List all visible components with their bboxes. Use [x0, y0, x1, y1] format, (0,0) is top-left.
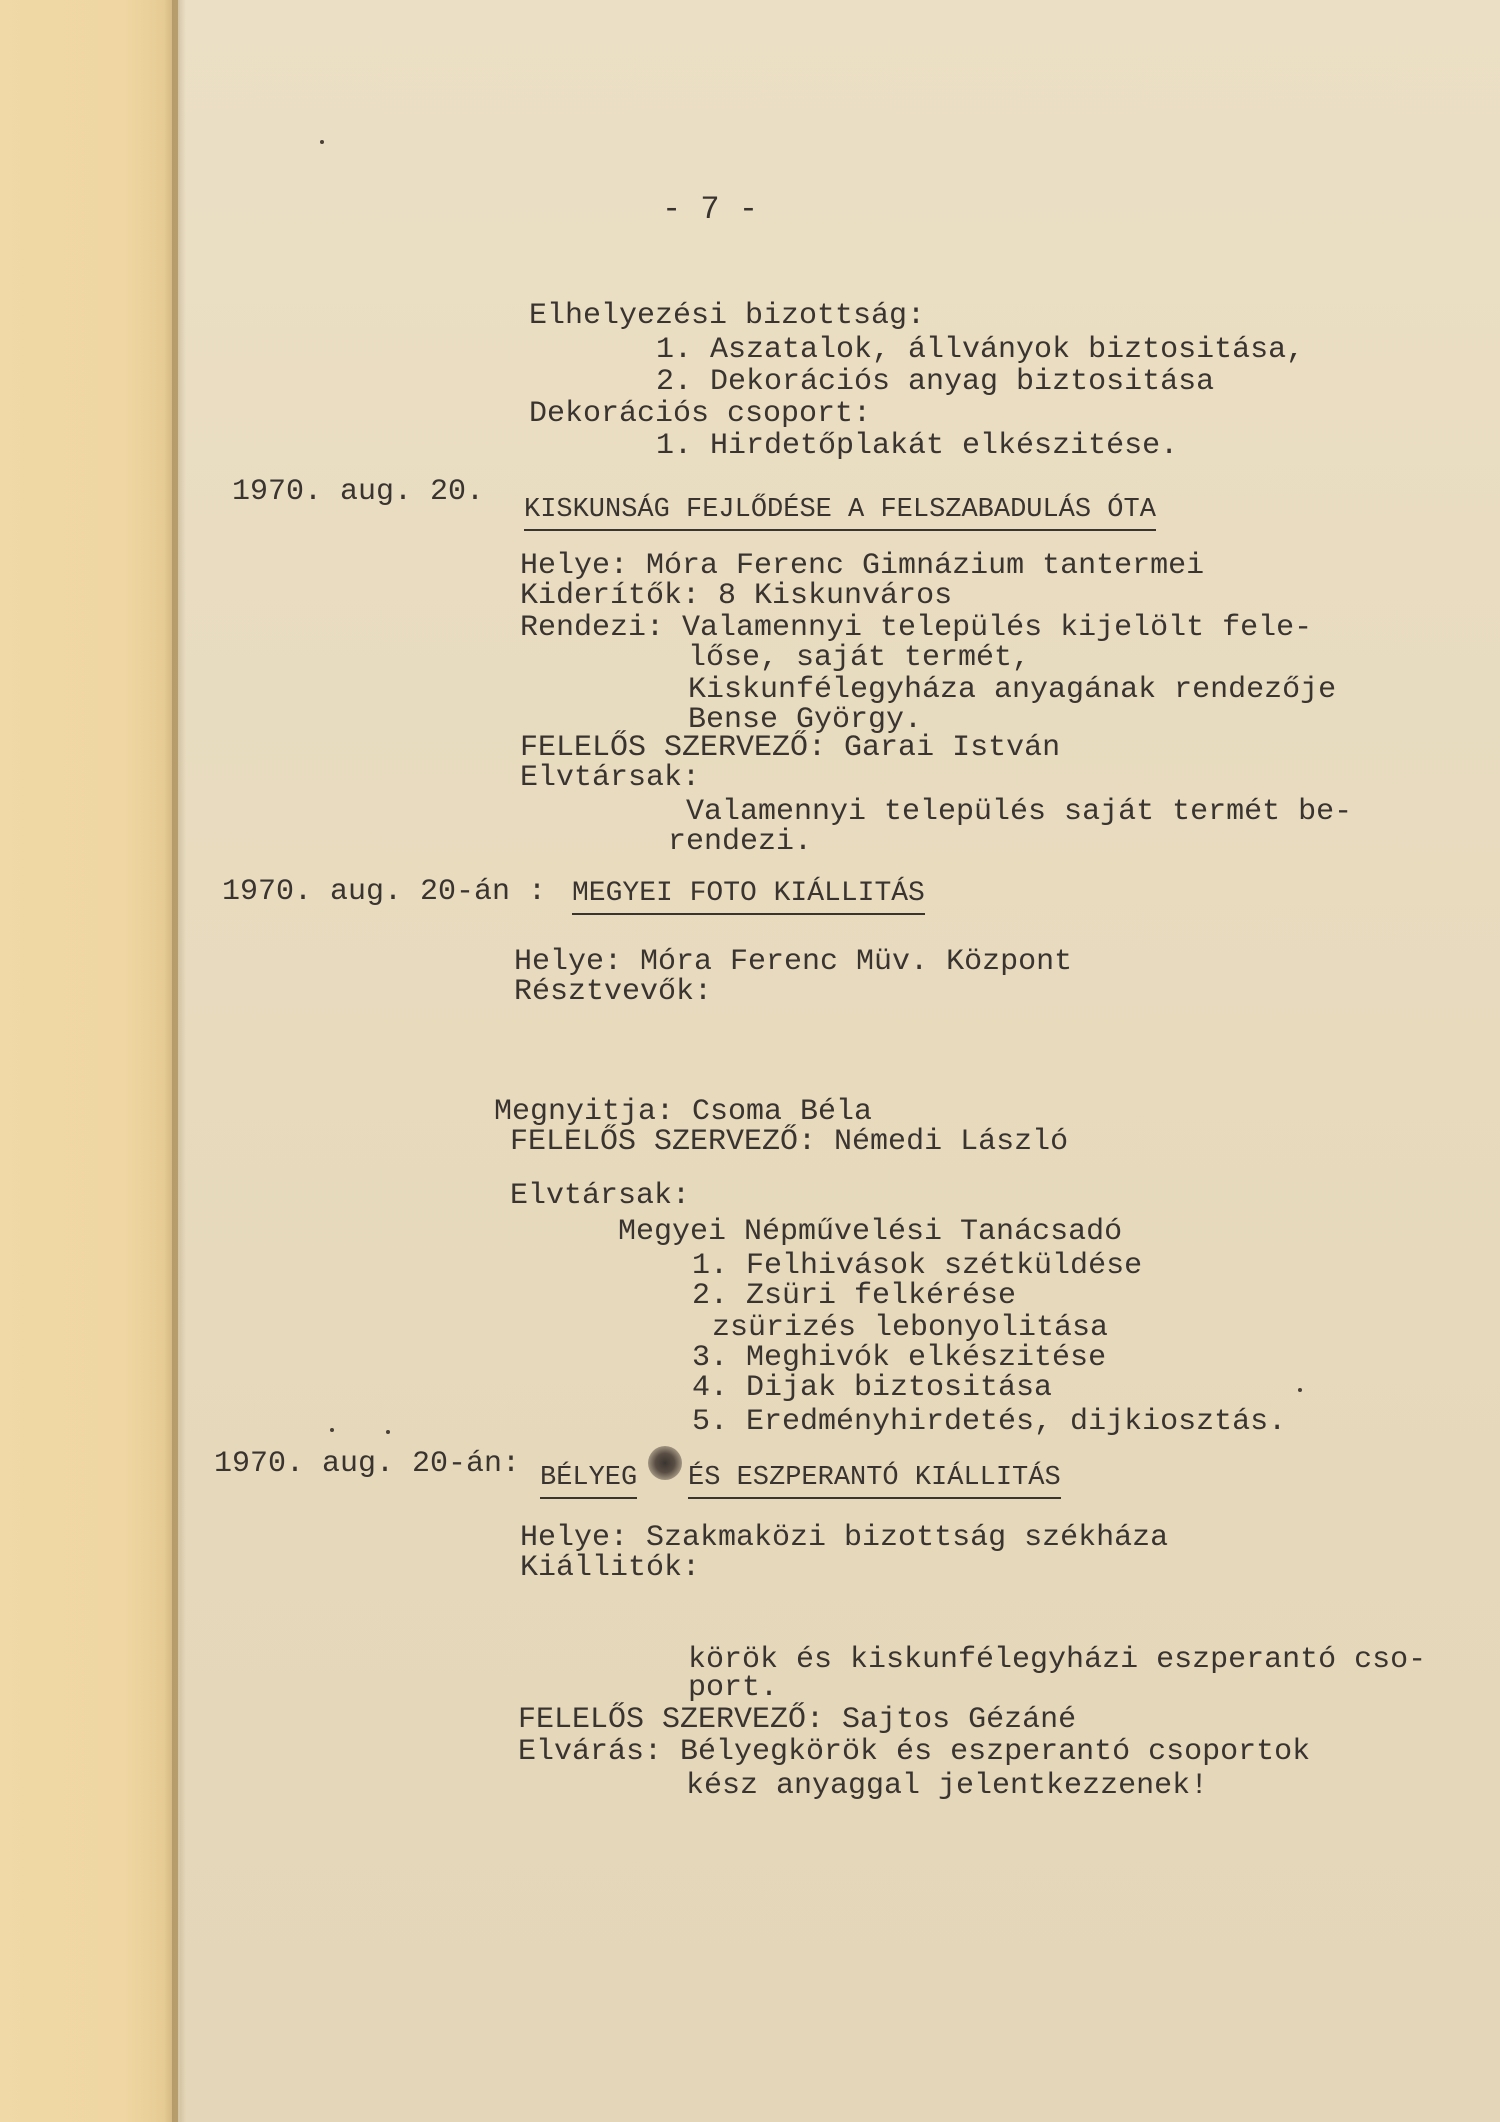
event2-opened-by: Megnyitja: Csoma Béla	[494, 1095, 873, 1129]
event1-comrades-line2: rendezi.	[668, 825, 813, 859]
event3-expectation-line1: Elvárás: Bélyegkörök és eszperantó csoportok	[518, 1735, 1311, 1769]
event3-exhibitors-line1: körök és kiskunfélegyházi eszperantó cso-	[688, 1643, 1427, 1677]
event2-task-3: 3. Meghivók elkészitése	[692, 1341, 1107, 1375]
event1-location: Helye: Móra Ferenc Gimnázium tantermei	[520, 549, 1205, 583]
event3-location: Helye: Szakmaközi bizottság székháza	[520, 1521, 1169, 1555]
ink-blot	[648, 1446, 682, 1480]
event1-organizer-line1: Rendezi: Valamennyi település kijelölt fele-	[520, 611, 1313, 645]
ink-speck	[320, 140, 324, 144]
page-number: - 7 -	[662, 191, 759, 228]
committee-heading: Elhelyezési bizottság:	[529, 299, 926, 333]
binding-gutter	[172, 0, 186, 2122]
event2-task-2: 2. Zsüri felkérése	[692, 1279, 1017, 1313]
event1-comrades-label: Elvtársak:	[520, 761, 701, 795]
ink-speck	[1298, 1388, 1302, 1392]
event2-comrades-label: Elvtársak:	[510, 1179, 691, 1213]
event1-comrades-line1: Valamennyi település saját termét be-	[686, 795, 1353, 829]
event3-expectation-line2: kész anyaggal jelentkezzenek!	[686, 1769, 1209, 1803]
event2-task-4: 4. Dijak biztositása	[692, 1371, 1053, 1405]
event3-responsible-organizer: FELELŐS SZERVEZŐ: Sajtos Gézáné	[518, 1703, 1077, 1737]
event3-title-part2: ÉS ESZPERANTÓ KIÁLLITÁS	[688, 1462, 1061, 1499]
event3-date: 1970. aug. 20-án:	[214, 1447, 521, 1481]
event2-title: MEGYEI FOTO KIÁLLITÁS	[572, 878, 925, 915]
event2-date: 1970. aug. 20-án :	[222, 875, 547, 909]
event2-task-1: 1. Felhivások szétküldése	[692, 1249, 1143, 1283]
event3-exhibitors-label: Kiállitók:	[520, 1551, 701, 1585]
committee-item-1: 1. Aszatalok, állványok biztositása,	[656, 333, 1305, 367]
event2-advisor: Megyei Népművelési Tanácsadó	[618, 1215, 1123, 1249]
event2-participants-label: Résztvevők:	[514, 975, 713, 1009]
ink-speck	[386, 1430, 390, 1434]
event1-organizer-line2: lőse, saját termét,	[688, 641, 1031, 675]
event2-location: Helye: Móra Ferenc Müv. Központ	[514, 945, 1073, 979]
event1-responsible-organizer: FELELŐS SZERVEZŐ: Garai István	[520, 731, 1061, 765]
event1-date: 1970. aug. 20.	[232, 475, 485, 509]
event1-investigators: Kiderítők: 8 Kiskunváros	[520, 579, 953, 613]
event2-responsible-organizer: FELELŐS SZERVEZŐ: Némedi László	[510, 1125, 1069, 1159]
event2-task-2b: zsürizés lebonyolitása	[712, 1311, 1109, 1345]
event1-title: KISKUNSÁG FEJLŐDÉSE A FELSZABADULÁS ÓTA	[524, 494, 1156, 531]
event3-title-part1: BÉLYEG	[540, 1462, 637, 1499]
event2-task-5: 5. Eredményhirdetés, dijkiosztás.	[692, 1405, 1287, 1439]
event1-organizer-line4: Bense György.	[688, 703, 923, 737]
decoration-group-item-1: 1. Hirdetőplakát elkészitése.	[656, 429, 1179, 463]
ink-speck	[330, 1428, 334, 1432]
committee-item-2: 2. Dekorációs anyag biztositása	[656, 365, 1215, 399]
decoration-group-heading: Dekorációs csoport:	[529, 397, 872, 431]
event1-organizer-line3: Kiskunfélegyháza anyagának rendezője	[688, 673, 1337, 707]
event3-exhibitors-line2: port.	[688, 1671, 779, 1705]
left-page-margin	[0, 0, 178, 2122]
